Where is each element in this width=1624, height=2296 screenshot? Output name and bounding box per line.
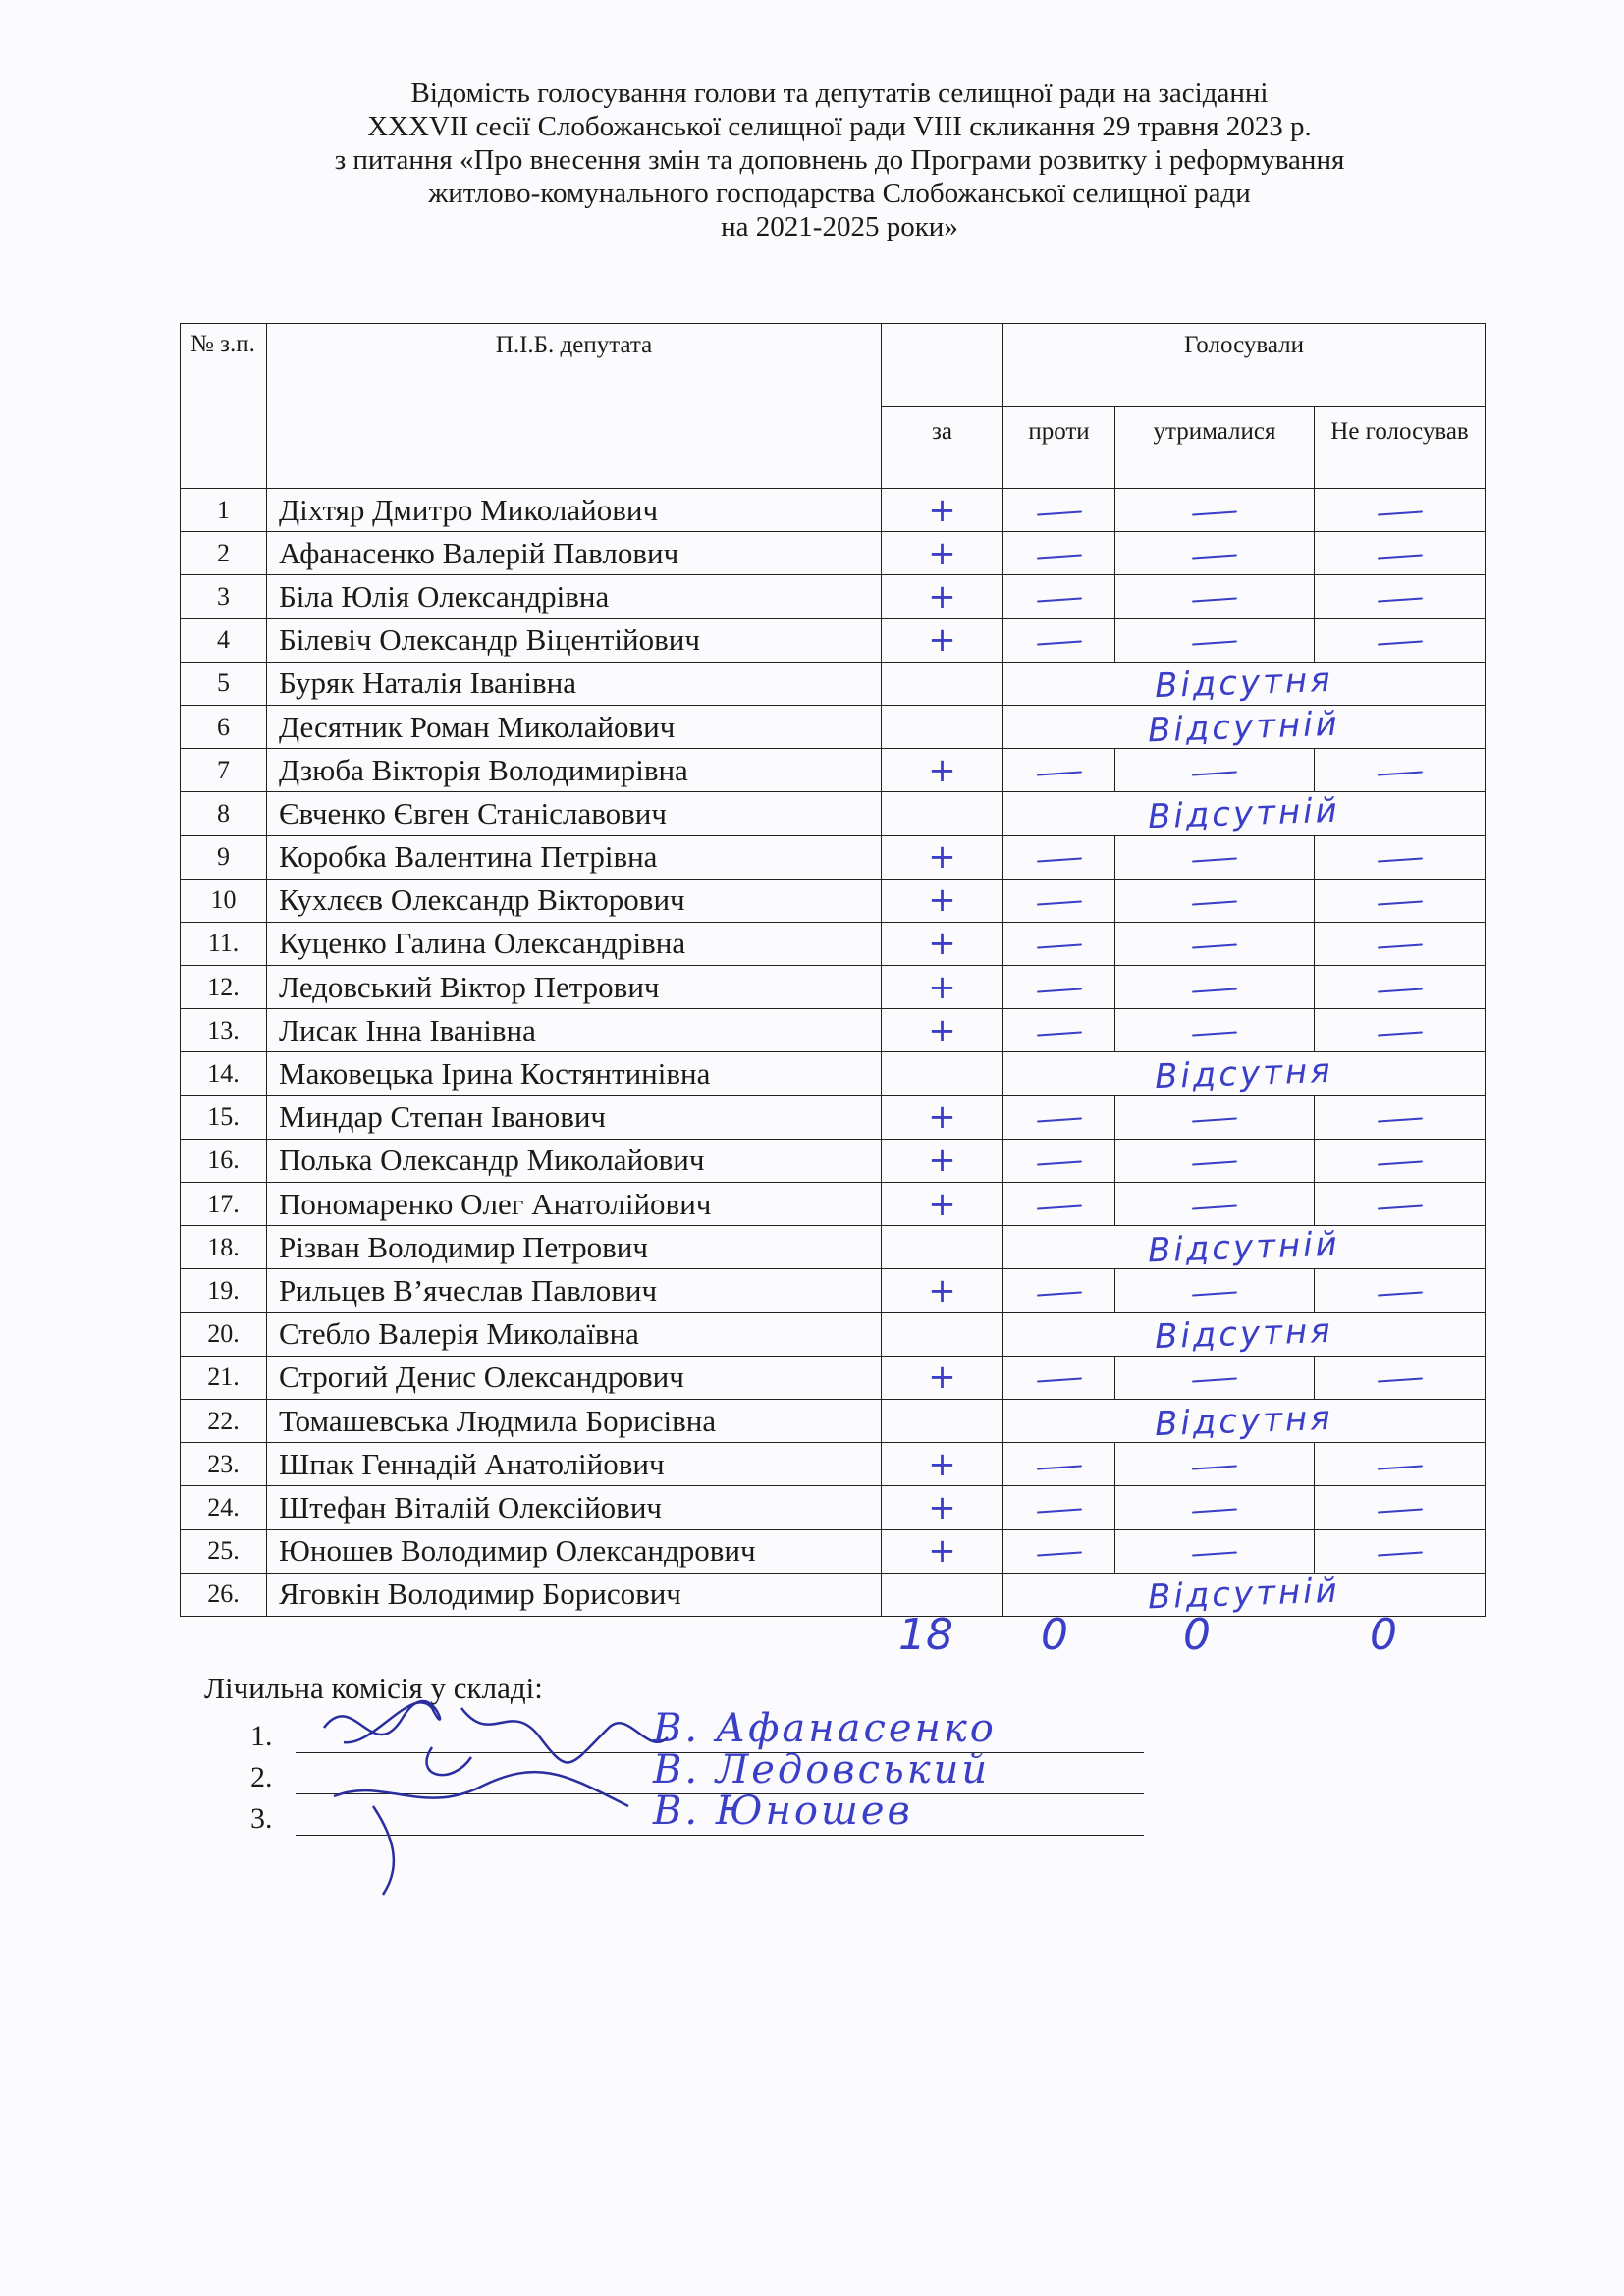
table-row: [181, 489, 1486, 532]
vote-against-cell: [1003, 532, 1115, 575]
vote-against-cell: [1003, 1486, 1115, 1529]
vote-abstained-cell: [1115, 879, 1315, 922]
vote-abstained-cell: [1115, 1139, 1315, 1182]
table-row: [181, 1009, 1486, 1052]
row-num: 10: [181, 879, 267, 922]
vote-for-cell: [882, 618, 1003, 662]
commission-title: Лічильна комісія у складі:: [204, 1671, 543, 1705]
plus-mark: +: [928, 533, 956, 573]
signatures-scribble: [314, 1688, 687, 1904]
row-num: 17.: [181, 1183, 267, 1226]
vote-for-cell: [882, 879, 1003, 922]
vote-abstained-cell: [1115, 575, 1315, 618]
vote-against-cell: [1003, 1443, 1115, 1486]
vote-abstained-cell: [1115, 749, 1315, 792]
dash-mark: [1036, 1118, 1081, 1123]
vote-for-cell: [882, 1486, 1003, 1529]
dash-mark: [1192, 901, 1237, 906]
total-for: 18: [898, 1610, 953, 1660]
row-num: 14.: [181, 1052, 267, 1095]
col-num-header: № з.п.: [181, 324, 267, 489]
dash-mark: [1036, 1465, 1081, 1469]
dash-mark: [1378, 988, 1423, 992]
deputy-name: Куценко Галина Олександрівна: [267, 922, 882, 965]
absent-cell: [1003, 1312, 1486, 1356]
col-voted-header: Голосували: [1003, 324, 1486, 407]
dash-mark: [1192, 641, 1237, 646]
deputy-name: Дзюба Вікторія Володимирівна: [267, 749, 882, 792]
vote-against-cell: [1003, 1183, 1115, 1226]
member-name: В. Афанасенко: [653, 1706, 997, 1751]
vote-abstained-cell: [1115, 618, 1315, 662]
table-row: [181, 1312, 1486, 1356]
absent-note: Відсутня: [1154, 1398, 1334, 1444]
deputy-name: Діхтяр Дмитро Миколайович: [267, 489, 882, 532]
deputy-name: Маковецька Ірина Костянтинівна: [267, 1052, 882, 1095]
vote-abstained-cell: [1115, 489, 1315, 532]
vote-for-cell: [882, 1226, 1003, 1269]
plus-mark: +: [928, 1358, 956, 1398]
vote-abstained-cell: [1115, 966, 1315, 1009]
deputy-name: Рильцев В’ячеслав Павлович: [267, 1269, 882, 1312]
table-row: [181, 1486, 1486, 1529]
vote-not-voted-cell: [1315, 489, 1486, 532]
vote-abstained-cell: [1115, 1356, 1315, 1399]
absent-cell: [1003, 792, 1486, 835]
vote-for-cell: [882, 1529, 1003, 1573]
total-not-voted: 0: [1370, 1610, 1397, 1660]
dash-mark: [1378, 554, 1423, 559]
vote-against-cell: [1003, 1009, 1115, 1052]
dash-mark: [1036, 554, 1081, 559]
vote-abstained-cell: [1115, 532, 1315, 575]
row-num: 3: [181, 575, 267, 618]
row-num: 18.: [181, 1226, 267, 1269]
deputy-name: Афанасенко Валерій Павлович: [267, 532, 882, 575]
row-num: 2: [181, 532, 267, 575]
dash-mark: [1036, 1508, 1081, 1513]
deputy-name: Євченко Євген Станіславович: [267, 792, 882, 835]
vote-for-cell: [882, 575, 1003, 618]
vote-for-cell: [882, 792, 1003, 835]
dash-mark: [1192, 944, 1237, 949]
table-row: [181, 1356, 1486, 1399]
table-row: [181, 662, 1486, 705]
vote-not-voted-cell: [1315, 618, 1486, 662]
dash-mark: [1036, 1378, 1081, 1383]
member-num: 3.: [250, 1802, 273, 1835]
vote-for-cell: [882, 749, 1003, 792]
deputy-name: Яговкін Володимир Борисович: [267, 1573, 882, 1616]
row-num: 9: [181, 835, 267, 879]
deputy-name: Кухлєєв Олександр Вікторович: [267, 879, 882, 922]
row-num: 16.: [181, 1139, 267, 1182]
absent-note: Відсутня: [1154, 661, 1334, 707]
vote-abstained-cell: [1115, 1009, 1315, 1052]
table-row: [181, 1529, 1486, 1573]
vote-not-voted-cell: [1315, 966, 1486, 1009]
plus-mark: +: [928, 620, 956, 661]
vote-for-cell: [882, 1095, 1003, 1139]
table-row: [181, 705, 1486, 748]
plus-mark: +: [928, 1487, 956, 1527]
row-num: 5: [181, 662, 267, 705]
table-row: [181, 1095, 1486, 1139]
dash-mark: [1378, 641, 1423, 646]
vote-for-cell: [882, 966, 1003, 1009]
dash-mark: [1378, 944, 1423, 949]
dash-mark: [1192, 857, 1237, 862]
row-num: 21.: [181, 1356, 267, 1399]
table-row: [181, 575, 1486, 618]
deputy-name: Шпак Геннадій Анатолійович: [267, 1443, 882, 1486]
deputy-name: Біла Юлія Олександрівна: [267, 575, 882, 618]
vote-not-voted-cell: [1315, 575, 1486, 618]
table-row: [181, 966, 1486, 1009]
dash-mark: [1036, 641, 1081, 646]
dash-mark: [1378, 771, 1423, 775]
table-row: [181, 1269, 1486, 1312]
deputy-name: Стебло Валерія Миколаївна: [267, 1312, 882, 1356]
deputy-name: Коробка Валентина Петрівна: [267, 835, 882, 879]
vote-not-voted-cell: [1315, 1443, 1486, 1486]
absent-cell: [1003, 1573, 1486, 1616]
dash-mark: [1192, 1465, 1237, 1469]
vote-not-voted-cell: [1315, 835, 1486, 879]
plus-mark: +: [928, 750, 956, 790]
vote-abstained-cell: [1115, 835, 1315, 879]
table-row: [181, 1443, 1486, 1486]
table-row: [181, 835, 1486, 879]
header-line-4: житлово-комунального господарства Слобожанської селищної ради: [428, 178, 1251, 209]
vote-against-cell: [1003, 1269, 1115, 1312]
dash-mark: [1192, 771, 1237, 775]
row-num: 19.: [181, 1269, 267, 1312]
vote-against-cell: [1003, 922, 1115, 965]
dash-mark: [1378, 1508, 1423, 1513]
dash-mark: [1378, 1551, 1423, 1556]
vote-for-cell: [882, 1443, 1003, 1486]
row-num: 22.: [181, 1399, 267, 1442]
dash-mark: [1378, 1465, 1423, 1469]
dash-mark: [1192, 1118, 1237, 1123]
row-num: 26.: [181, 1573, 267, 1616]
vote-not-voted-cell: [1315, 1529, 1486, 1573]
row-num: 25.: [181, 1529, 267, 1573]
dash-mark: [1378, 1118, 1423, 1123]
table-row: [181, 879, 1486, 922]
vote-abstained-cell: [1115, 922, 1315, 965]
dash-mark: [1378, 901, 1423, 906]
row-num: 8: [181, 792, 267, 835]
vote-for-cell: [882, 705, 1003, 748]
dash-mark: [1036, 597, 1081, 602]
dash-mark: [1192, 510, 1237, 515]
vote-for-cell: [882, 922, 1003, 965]
vote-not-voted-cell: [1315, 1009, 1486, 1052]
vote-for-cell: [882, 1269, 1003, 1312]
vote-for-cell: [882, 1399, 1003, 1442]
row-num: 20.: [181, 1312, 267, 1356]
header-line-1: Відомість голосування голови та депутатів селищної ради на засіданні: [410, 78, 1269, 109]
deputy-name: Білевіч Олександр Віцентійович: [267, 618, 882, 662]
dash-mark: [1192, 1204, 1237, 1209]
vote-not-voted-cell: [1315, 1269, 1486, 1312]
row-num: 11.: [181, 922, 267, 965]
dash-mark: [1192, 1508, 1237, 1513]
vote-for-cell: [882, 1183, 1003, 1226]
deputy-name: Десятник Роман Миколайович: [267, 705, 882, 748]
vote-abstained-cell: [1115, 1486, 1315, 1529]
table-row: [181, 1226, 1486, 1269]
row-num: 4: [181, 618, 267, 662]
dash-mark: [1036, 944, 1081, 949]
vote-not-voted-cell: [1315, 1486, 1486, 1529]
plus-mark: +: [928, 837, 956, 878]
dash-mark: [1036, 901, 1081, 906]
deputy-name: Полька Олександр Миколайович: [267, 1139, 882, 1182]
deputy-name: Миндар Степан Іванович: [267, 1095, 882, 1139]
col-abstained-header: утрималися: [1115, 407, 1315, 489]
row-num: 6: [181, 705, 267, 748]
dash-mark: [1378, 510, 1423, 515]
dash-mark: [1036, 771, 1081, 775]
voting-table: [180, 323, 1486, 1617]
member-num: 1.: [250, 1720, 273, 1752]
vote-against-cell: [1003, 1356, 1115, 1399]
vote-against-cell: [1003, 1529, 1115, 1573]
dash-mark: [1192, 988, 1237, 992]
vote-against-cell: [1003, 618, 1115, 662]
deputy-name: Строгий Денис Олександрович: [267, 1356, 882, 1399]
dash-mark: [1036, 988, 1081, 992]
row-num: 24.: [181, 1486, 267, 1529]
dash-mark: [1192, 1551, 1237, 1556]
vote-not-voted-cell: [1315, 532, 1486, 575]
vote-abstained-cell: [1115, 1269, 1315, 1312]
dash-mark: [1378, 857, 1423, 862]
col-for-header: за: [882, 407, 1003, 489]
deputy-name: Пономаренко Олег Анатолійович: [267, 1183, 882, 1226]
table-row: [181, 792, 1486, 835]
header-line-5: на 2021-2025 роки»: [721, 211, 958, 242]
plus-mark: +: [928, 967, 956, 1007]
table-row: [181, 618, 1486, 662]
voting-rows: [181, 489, 1486, 1617]
deputy-name: Буряк Наталія Іванівна: [267, 662, 882, 705]
row-num: 23.: [181, 1443, 267, 1486]
absent-cell: [1003, 1399, 1486, 1442]
vote-not-voted-cell: [1315, 922, 1486, 965]
table-row: [181, 1139, 1486, 1182]
col-not-voted-header: Не голосував: [1315, 407, 1486, 489]
row-num: 13.: [181, 1009, 267, 1052]
table-row: [181, 1573, 1486, 1616]
plus-mark: +: [928, 1444, 956, 1484]
dash-mark: [1036, 1161, 1081, 1166]
vote-against-cell: [1003, 489, 1115, 532]
col-empty-header: [882, 324, 1003, 407]
deputy-name: Штефан Віталій Олексійович: [267, 1486, 882, 1529]
vote-for-cell: [882, 1356, 1003, 1399]
table-row: [181, 1052, 1486, 1095]
dash-mark: [1036, 1031, 1081, 1036]
plus-mark: +: [928, 1010, 956, 1050]
row-num: 15.: [181, 1095, 267, 1139]
plus-mark: +: [928, 1531, 956, 1572]
vote-not-voted-cell: [1315, 1356, 1486, 1399]
dash-mark: [1192, 1161, 1237, 1166]
vote-for-cell: [882, 1052, 1003, 1095]
vote-for-cell: [882, 1139, 1003, 1182]
table-row: [181, 532, 1486, 575]
vote-abstained-cell: [1115, 1529, 1315, 1573]
vote-against-cell: [1003, 1095, 1115, 1139]
vote-for-cell: [882, 835, 1003, 879]
absent-note: Відсутній: [1147, 1224, 1341, 1271]
vote-not-voted-cell: [1315, 1095, 1486, 1139]
table-row: [181, 1183, 1486, 1226]
vote-against-cell: [1003, 575, 1115, 618]
member-num: 2.: [250, 1761, 273, 1793]
vote-not-voted-cell: [1315, 1183, 1486, 1226]
col-against-header: проти: [1003, 407, 1115, 489]
dash-mark: [1036, 1551, 1081, 1556]
total-abstained: 0: [1183, 1610, 1211, 1660]
deputy-name: Різван Володимир Петрович: [267, 1226, 882, 1269]
header-line-3: з питання «Про внесення змін та доповнень до Програми розвитку і реформування: [334, 144, 1345, 176]
dash-mark: [1036, 1291, 1081, 1296]
vote-for-cell: [882, 662, 1003, 705]
vote-not-voted-cell: [1315, 1139, 1486, 1182]
absent-note: Відсутній: [1147, 790, 1341, 837]
plus-mark: +: [928, 924, 956, 964]
dash-mark: [1192, 1378, 1237, 1383]
vote-not-voted-cell: [1315, 749, 1486, 792]
absent-note: Відсутня: [1154, 1310, 1334, 1358]
plus-mark: +: [928, 1270, 956, 1310]
vote-for-cell: [882, 489, 1003, 532]
dash-mark: [1378, 1204, 1423, 1209]
dash-mark: [1036, 510, 1081, 515]
plus-mark: +: [928, 881, 956, 921]
plus-mark: +: [928, 576, 956, 616]
header-line-2: XXXVII сесії Слобожанської селищної ради VIII скликання 29 травня 2023 р.: [367, 111, 1312, 142]
vote-against-cell: [1003, 835, 1115, 879]
absent-cell: [1003, 705, 1486, 748]
vote-abstained-cell: [1115, 1095, 1315, 1139]
dash-mark: [1192, 1031, 1237, 1036]
absent-note: Відсутній: [1147, 704, 1341, 750]
table-row: [181, 922, 1486, 965]
vote-abstained-cell: [1115, 1443, 1315, 1486]
deputy-name: Томашевська Людмила Борисівна: [267, 1399, 882, 1442]
col-name-header: П.І.Б. депутата: [267, 324, 882, 489]
table-row: [181, 1399, 1486, 1442]
absent-cell: [1003, 662, 1486, 705]
dash-mark: [1378, 1291, 1423, 1296]
dash-mark: [1378, 1031, 1423, 1036]
absent-cell: [1003, 1226, 1486, 1269]
vote-against-cell: [1003, 966, 1115, 1009]
vote-against-cell: [1003, 1139, 1115, 1182]
dash-mark: [1036, 857, 1081, 862]
plus-mark: +: [928, 490, 956, 530]
dash-mark: [1378, 1161, 1423, 1166]
plus-mark: +: [928, 1141, 956, 1181]
document-header: [147, 77, 1532, 243]
vote-against-cell: [1003, 749, 1115, 792]
table-row: [181, 749, 1486, 792]
vote-against-cell: [1003, 879, 1115, 922]
vote-for-cell: [882, 1312, 1003, 1356]
member-name: В. Ледовський: [653, 1747, 991, 1792]
vote-abstained-cell: [1115, 1183, 1315, 1226]
vote-for-cell: [882, 1009, 1003, 1052]
dash-mark: [1378, 597, 1423, 602]
dash-mark: [1378, 1378, 1423, 1383]
row-num: 12.: [181, 966, 267, 1009]
deputy-name: Юношев Володимир Олександрович: [267, 1529, 882, 1573]
vote-for-cell: [882, 532, 1003, 575]
row-num: 1: [181, 489, 267, 532]
dash-mark: [1036, 1204, 1081, 1209]
deputy-name: Ледовський Віктор Петрович: [267, 966, 882, 1009]
absent-cell: [1003, 1052, 1486, 1095]
absent-note: Відсутня: [1154, 1050, 1334, 1097]
absent-note: Відсутній: [1147, 1571, 1341, 1618]
dash-mark: [1192, 597, 1237, 602]
plus-mark: +: [928, 1184, 956, 1224]
row-num: 7: [181, 749, 267, 792]
total-against: 0: [1041, 1610, 1068, 1660]
plus-mark: +: [928, 1097, 956, 1138]
member-name: В. Юношев: [653, 1789, 913, 1834]
vote-not-voted-cell: [1315, 879, 1486, 922]
deputy-name: Лисак Інна Іванівна: [267, 1009, 882, 1052]
dash-mark: [1192, 554, 1237, 559]
dash-mark: [1192, 1291, 1237, 1296]
